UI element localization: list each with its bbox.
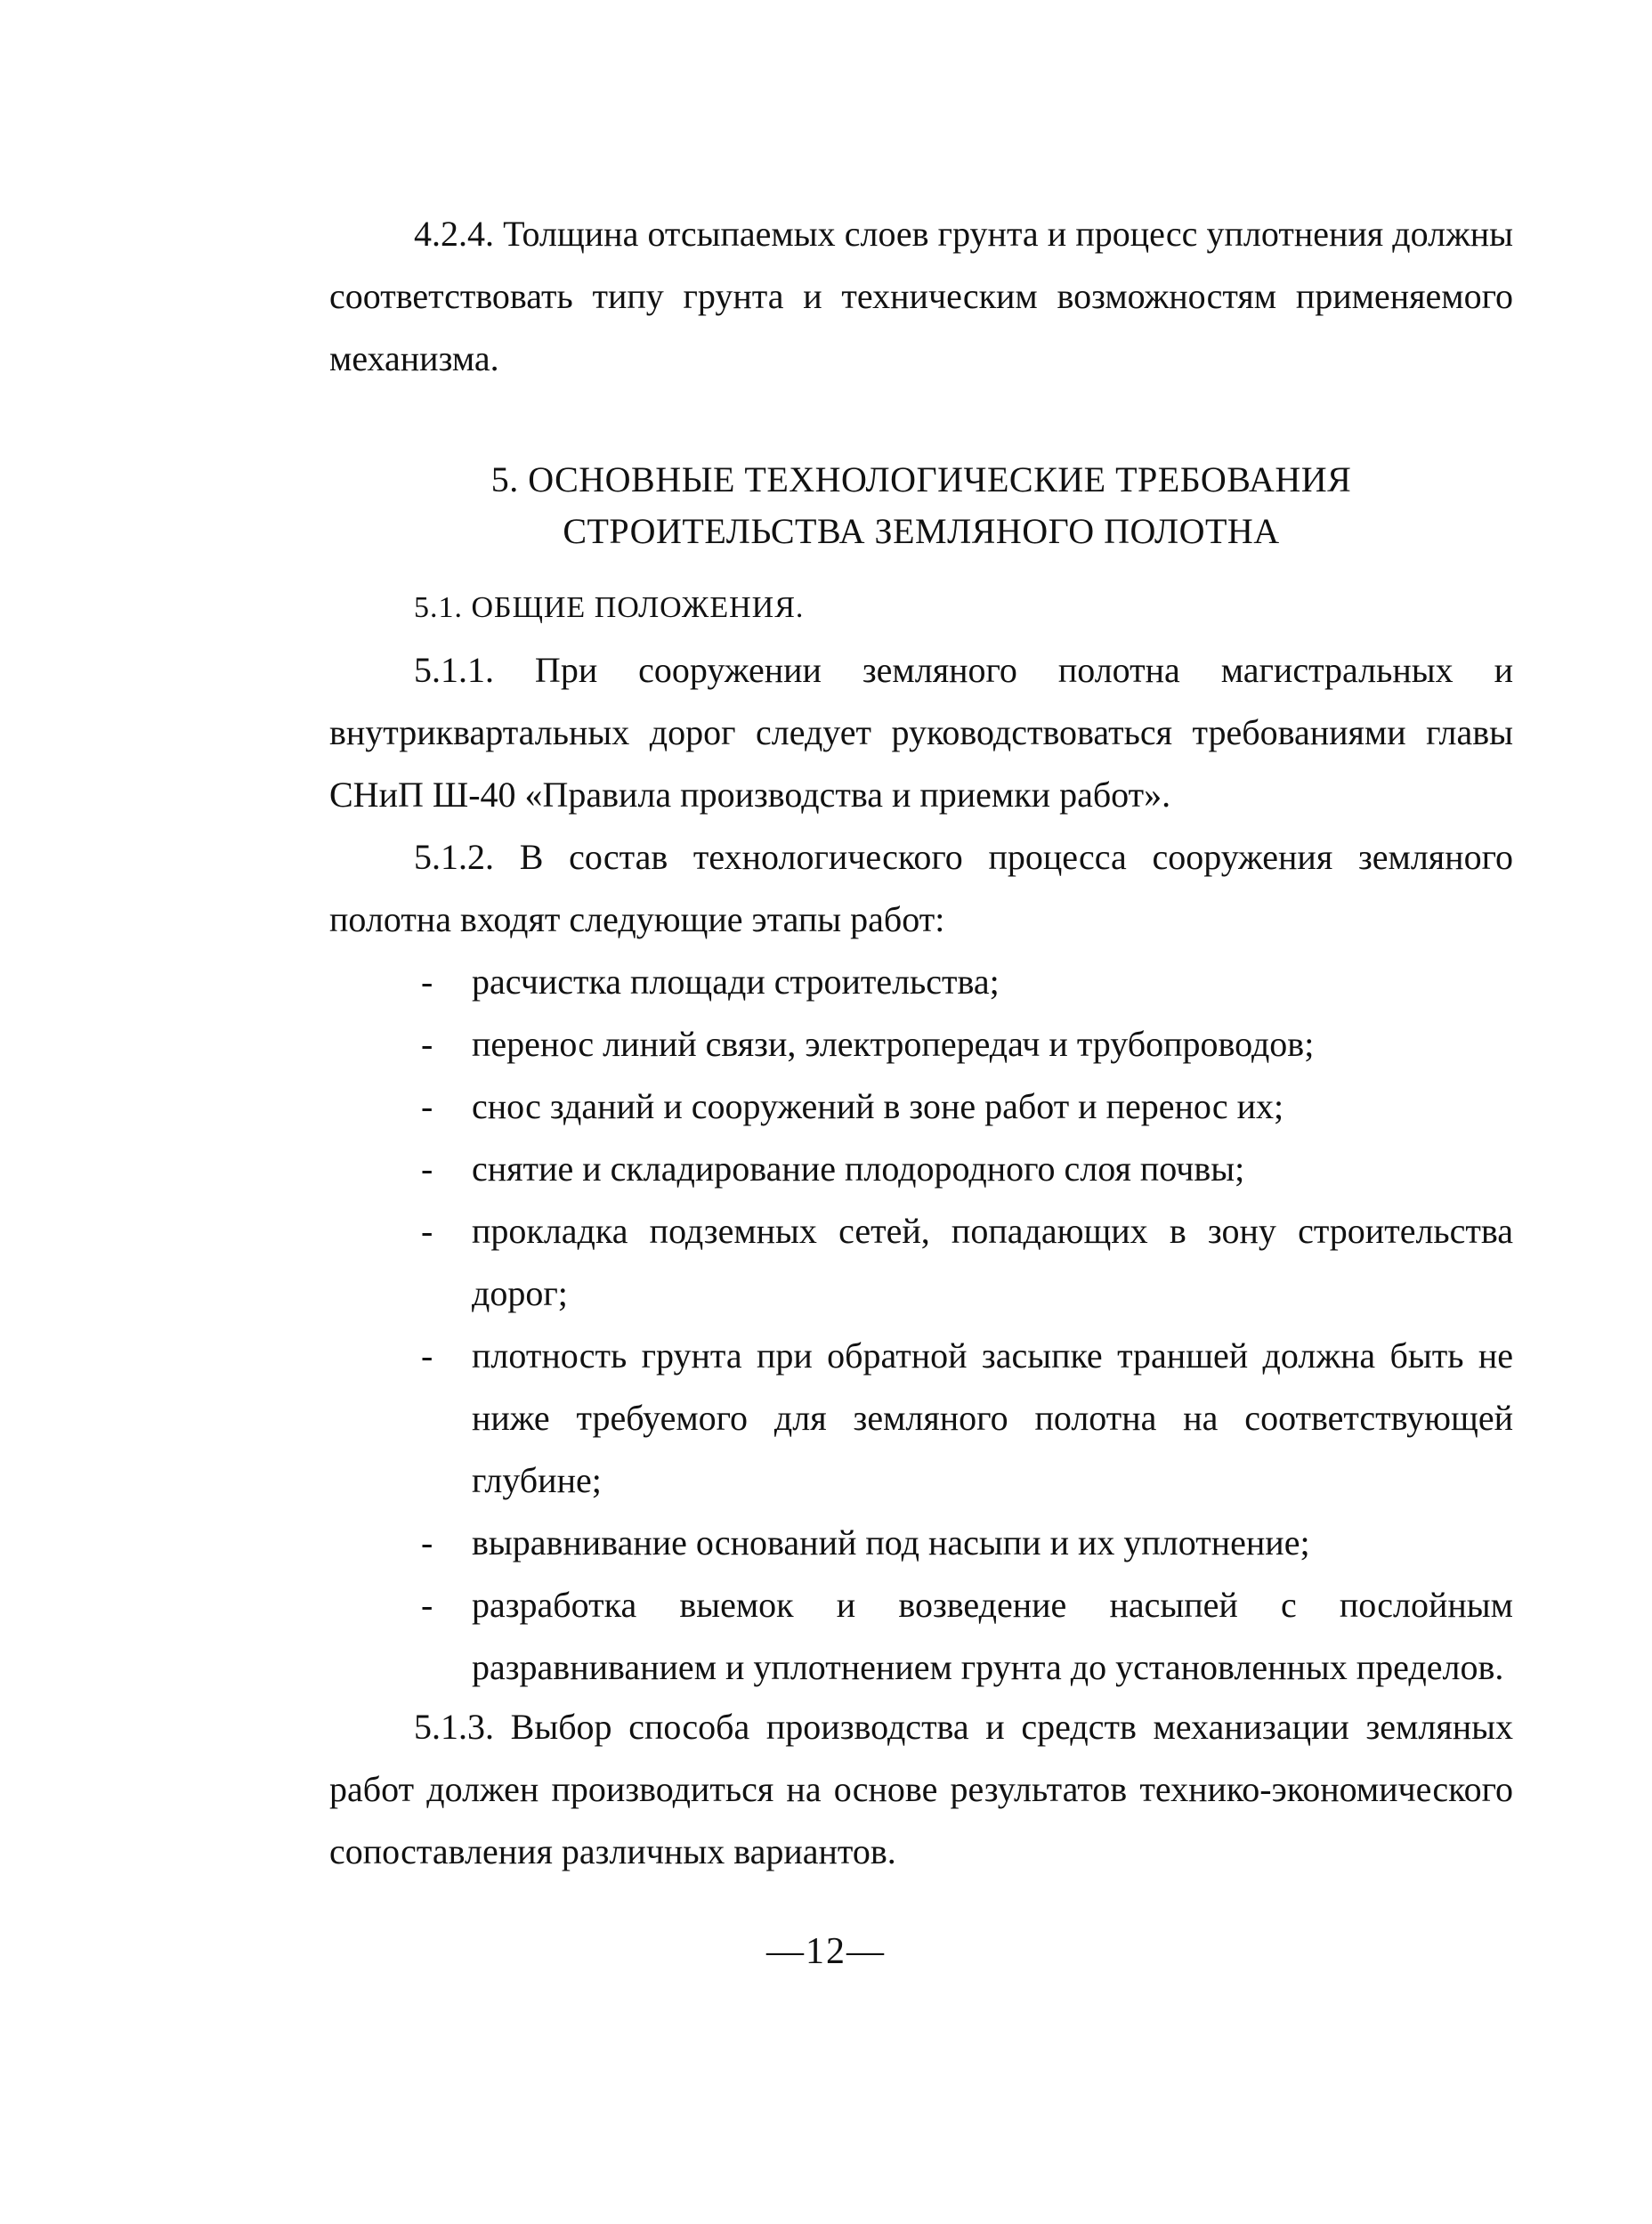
list-item xyxy=(329,951,1513,1013)
paragraph-text: 5.1.1. При сооружении земляного полотна магистральных и внутриквартальных дорог следует руководствоваться требованиями главы СНиП Ш-40 «Правила производства и приемки работ». xyxy=(329,650,1513,815)
list-dash: - xyxy=(421,1522,433,1562)
paragraph-text: 4.2.4. Толщина отсыпаемых слоев грунта и процесс уплотнения должны соответствовать типу грунта и техническим возможностям применяемого механизма. xyxy=(329,214,1513,378)
section-heading-line-2: СТРОИТЕЛЬСТВА ЗЕМЛЯНОГО ПОЛОТНА xyxy=(563,511,1280,551)
list-dash: - xyxy=(421,1211,433,1251)
list-dash: - xyxy=(421,1335,433,1376)
list-item xyxy=(329,1200,1513,1325)
list-item-text: плотность грунта при обратной засыпке траншей должна быть не ниже требуемого для земляного полотна на соответствующей глубине; xyxy=(472,1335,1513,1500)
list-item xyxy=(329,1138,1513,1200)
list-item-text: снос зданий и сооружений в зоне работ и перенос их; xyxy=(472,1086,1284,1126)
list-dash: - xyxy=(421,1149,433,1189)
section-heading xyxy=(329,454,1513,557)
list-item xyxy=(329,1574,1513,1699)
list-item-text: разработка выемок и возведение насыпей с послойным разравниванием и уплотнением грунта до установленных пределов. xyxy=(472,1585,1513,1687)
list-item-text: расчистка площади строительства; xyxy=(472,962,1000,1002)
list-dash: - xyxy=(421,1585,433,1625)
work-stages-list xyxy=(329,951,1513,1699)
list-dash: - xyxy=(421,962,433,1002)
list-item-text: выравнивание оснований под насыпи и их уплотнение; xyxy=(472,1522,1310,1562)
paragraph-text: 5.1.2. В состав технологического процесса сооружения земляного полотна входят следующие этапы работ: xyxy=(329,837,1513,939)
list-dash: - xyxy=(421,1024,433,1064)
list-dash: - xyxy=(421,1086,433,1126)
list-item xyxy=(329,1075,1513,1138)
paragraph-5-1-3 xyxy=(329,1696,1513,1883)
section-heading-line-1: 5. ОСНОВНЫЕ ТЕХНОЛОГИЧЕСКИЕ ТРЕБОВАНИЯ xyxy=(490,459,1352,499)
list-item xyxy=(329,1512,1513,1574)
paragraph-5-1-2 xyxy=(329,826,1513,951)
paragraph-4-2-4 xyxy=(329,203,1513,390)
paragraph-text: 5.1.3. Выбор способа производства и средств механизации земляных работ должен производиться на основе результатов технико-экономического сопоставления различных вариантов. xyxy=(329,1707,1513,1871)
list-item-text: снятие и складирование плодородного слоя почвы; xyxy=(472,1149,1245,1189)
list-item xyxy=(329,1325,1513,1512)
list-item xyxy=(329,1013,1513,1075)
paragraph-5-1-1 xyxy=(329,639,1513,826)
list-item-text: перенос линий связи, электропередач и трубопроводов; xyxy=(472,1024,1315,1064)
page-number: —12— xyxy=(766,1931,886,1972)
list-item-text: прокладка подземных сетей, попадающих в зону строительства дорог; xyxy=(472,1211,1513,1313)
subsection-heading-5-1: 5.1. ОБЩИЕ ПОЛОЖЕНИЯ. xyxy=(414,591,805,624)
